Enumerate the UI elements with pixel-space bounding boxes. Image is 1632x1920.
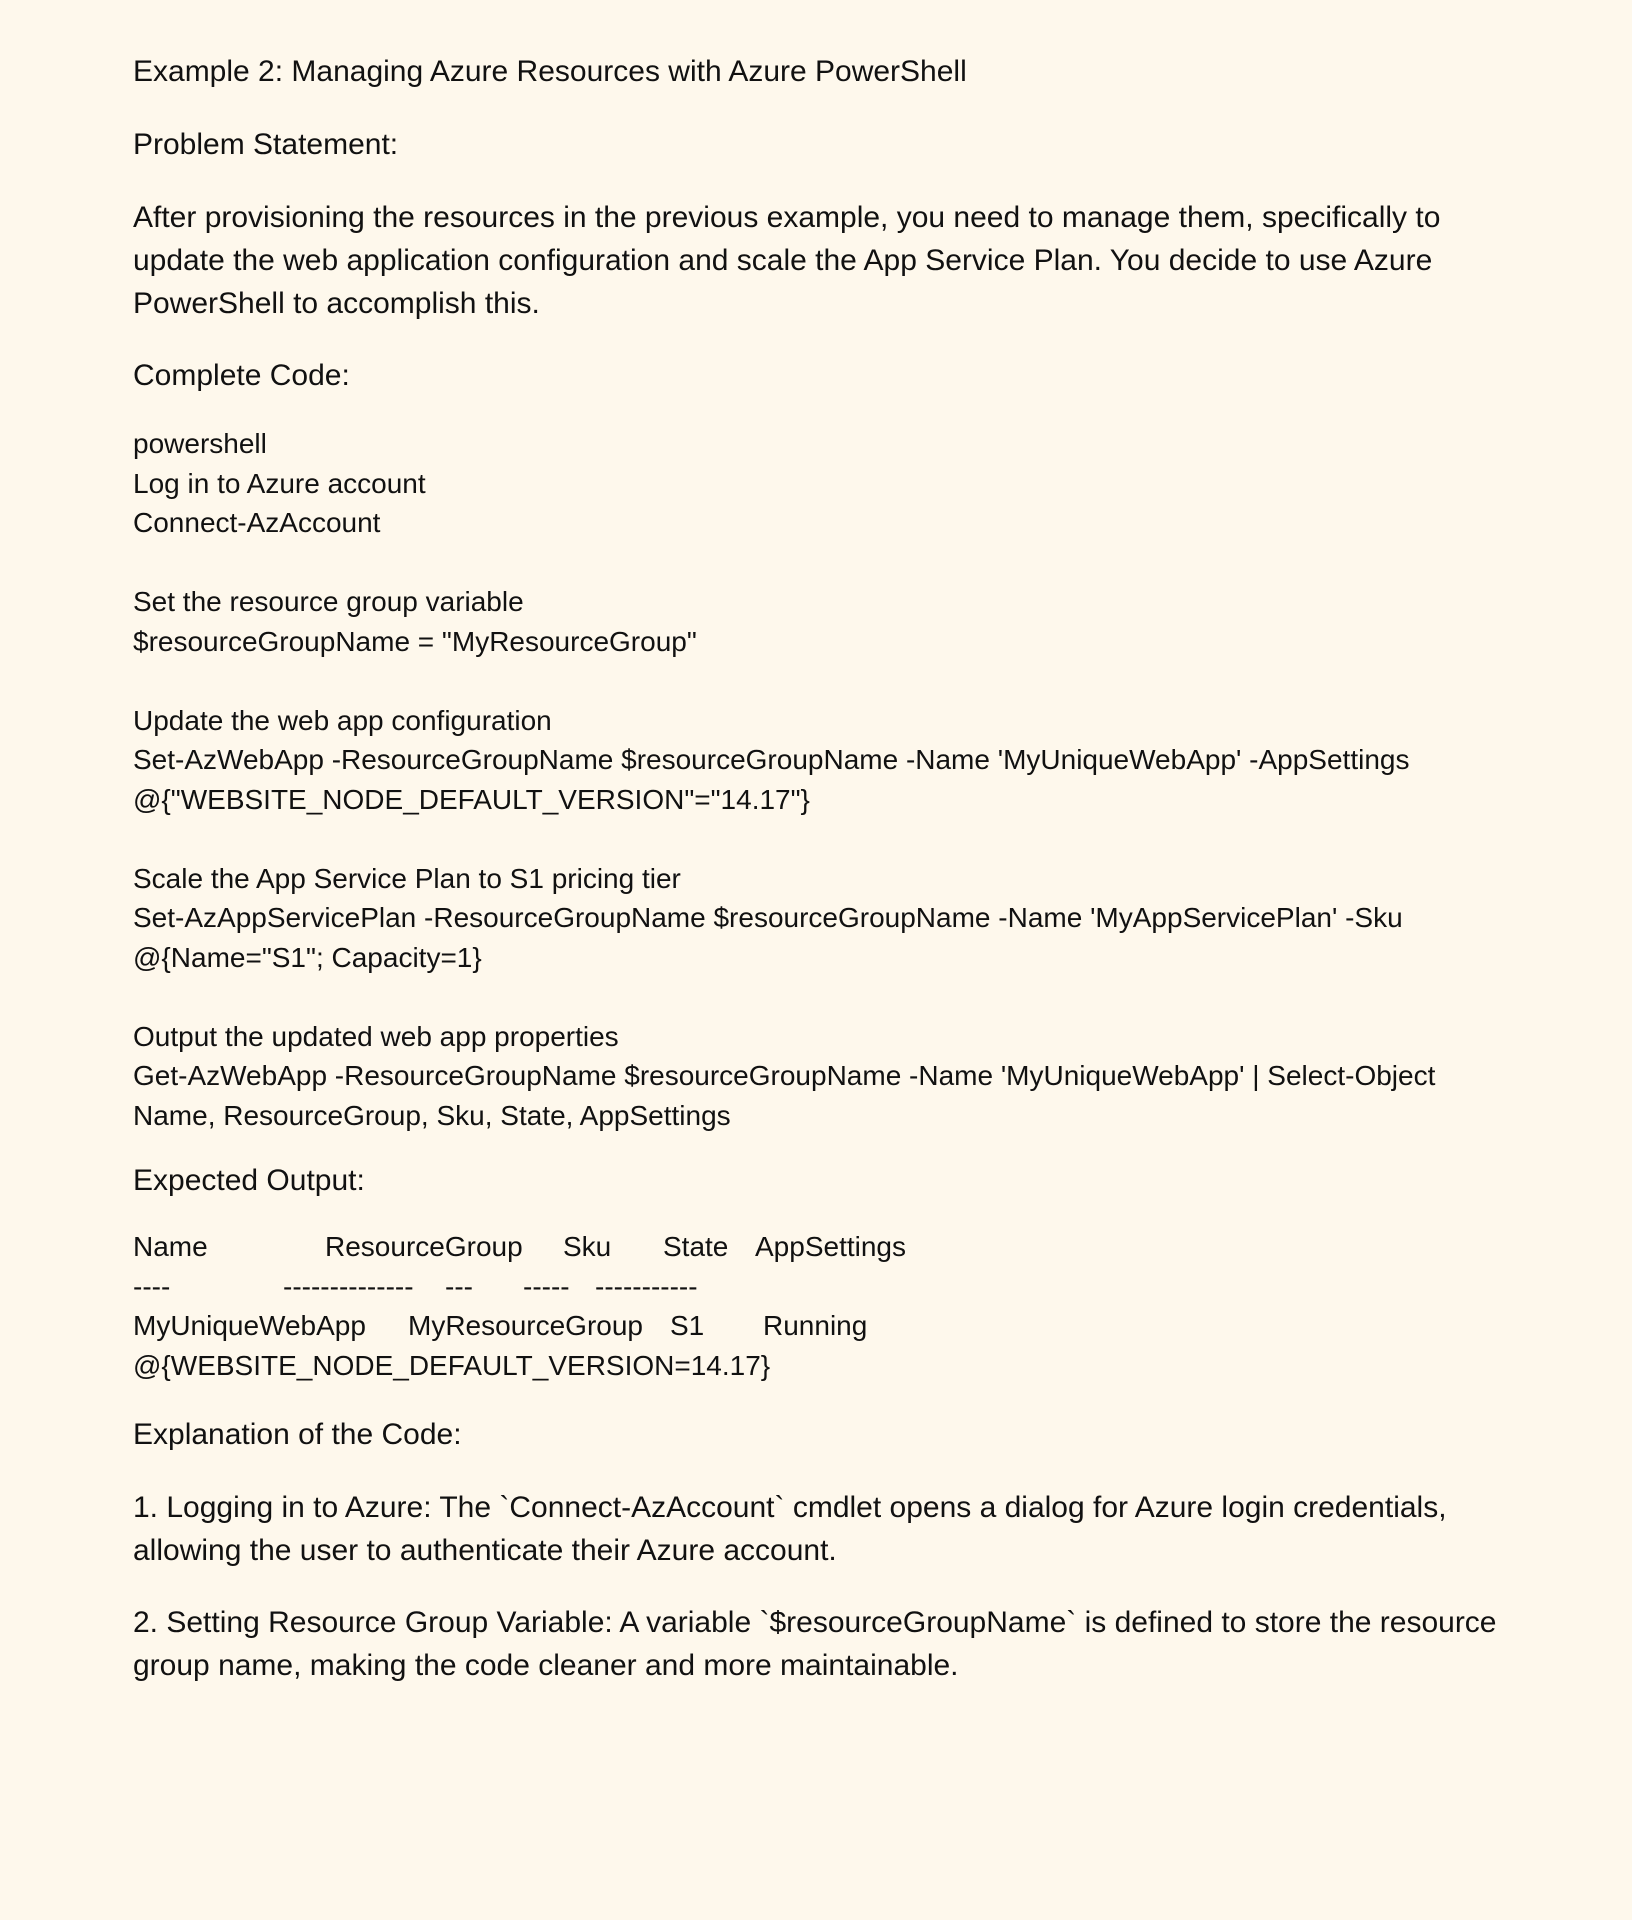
code-comment: Log in to Azure account [133, 467, 426, 499]
code-statement-continuation: @{"WEBSITE_NODE_DEFAULT_VERSION"="14.17"} [133, 783, 810, 815]
output-cell: Running [763, 1310, 868, 1341]
code-statement: Set-AzAppServicePlan -ResourceGroupName $resourceGroupName -Name 'MyAppServicePlan' -Sku [133, 902, 1403, 933]
code-blank-line [133, 819, 1512, 859]
output-cell: @{WEBSITE_NODE_DEFAULT_VERSION=14.17} [133, 1349, 771, 1381]
problem-statement-text: After provisioning the resources in the previous example, you need to manage them, specifically to update the web application configuration and scale the App Service Plan. You decide to use Azure PowerShell to accomplish this. [133, 201, 1441, 320]
output-data-row [133, 1306, 1512, 1346]
explanation-item: 1. Logging in to Azure: The `Connect-AzAccount` cmdlet opens a dialog for Azure login credentials, allowing the user to authenticate their Azure account. [133, 1491, 1447, 1567]
complete-code-heading: Complete Code: [133, 359, 350, 392]
code-comment: Set the resource group variable [133, 586, 524, 617]
output-cell: S1 [670, 1310, 705, 1341]
output-cell: MyUniqueWebApp [133, 1310, 366, 1341]
output-cell: MyResourceGroup [408, 1310, 643, 1341]
output-separator: ---- [133, 1270, 171, 1302]
output-header-cell: State [663, 1231, 729, 1262]
explanation-item: 2. Setting Resource Group Variable: A variable `$resourceGroupName` is defined to store the resource group name, making the code cleaner and more maintainable. [133, 1606, 1497, 1682]
output-header-cell: ResourceGroup [325, 1231, 523, 1262]
code-language-label: powershell [133, 428, 267, 459]
output-header-row [133, 1227, 1512, 1267]
code-comment: Update the web app configuration [133, 704, 552, 736]
code-block [133, 424, 1512, 1135]
expected-output-heading: Expected Output: [133, 1164, 365, 1197]
output-data-row-wrap [133, 1346, 1512, 1386]
code-statement: Set-AzWebApp -ResourceGroupName $resourceGroupName -Name 'MyUniqueWebApp' -AppSettings [133, 744, 1410, 775]
code-statement: Get-AzWebApp -ResourceGroupName $resourceGroupName -Name 'MyUniqueWebApp' | Select-Object [133, 1060, 1436, 1091]
expected-output-block [133, 1227, 1512, 1385]
problem-statement-heading: Problem Statement: [133, 128, 399, 161]
output-separator-row [133, 1267, 1512, 1307]
code-comment: Scale the App Service Plan to S1 pricing tier [133, 862, 681, 894]
code-blank-line [133, 543, 1512, 583]
document-title: Example 2: Managing Azure Resources with Azure PowerShell [133, 55, 967, 88]
output-separator: --- [445, 1270, 473, 1302]
output-header-cell: Sku [563, 1231, 612, 1262]
code-blank-line [133, 661, 1512, 701]
code-comment: Output the updated web app properties [133, 1020, 619, 1052]
output-separator: ----------- [595, 1270, 698, 1302]
code-statement: Connect-AzAccount [133, 507, 381, 538]
code-statement-continuation: Name, ResourceGroup, Sku, State, AppSettings [133, 1099, 731, 1131]
output-separator: -------------- [283, 1270, 414, 1302]
explanation-heading: Explanation of the Code: [133, 1418, 462, 1451]
code-blank-line [133, 977, 1512, 1017]
output-header-cell: AppSettings [755, 1231, 906, 1262]
output-header-cell: Name [133, 1231, 208, 1262]
code-statement-continuation: @{Name="S1"; Capacity=1} [133, 941, 482, 973]
code-statement: $resourceGroupName = "MyResourceGroup" [133, 625, 697, 657]
output-separator: ----- [523, 1270, 570, 1302]
